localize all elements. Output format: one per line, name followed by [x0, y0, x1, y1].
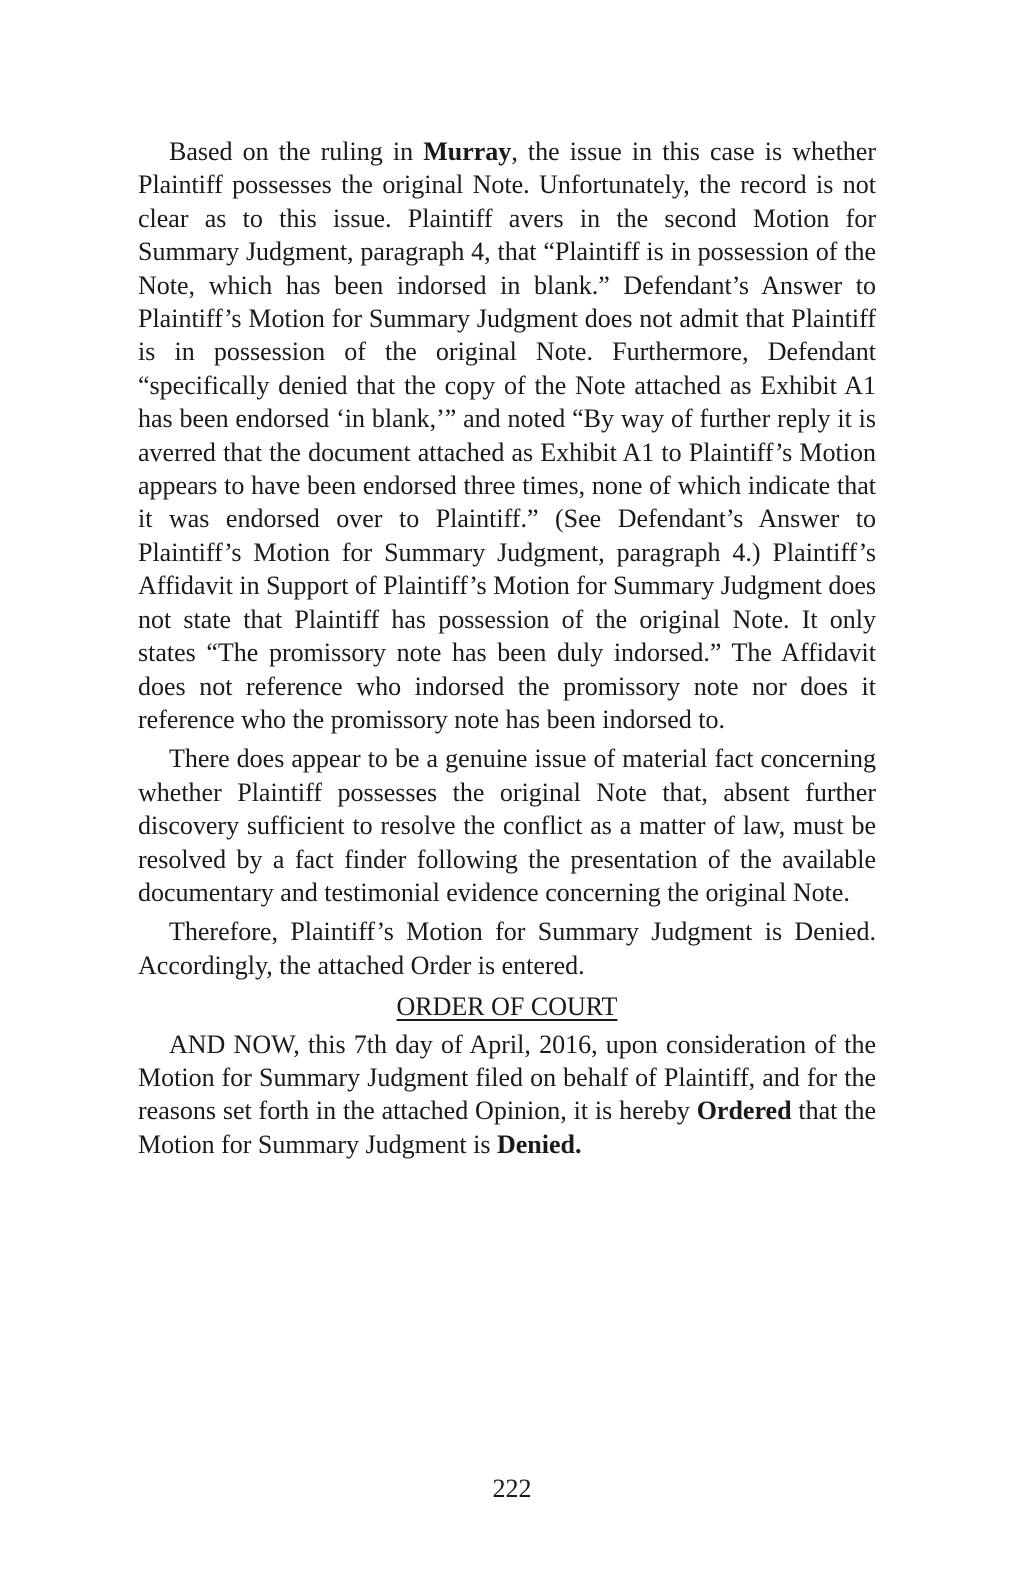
order-text-1: AND NOW, this 7th day of April, 2016, upon consideration of the Motion for Summary Judgment filed on behalf of Plaintiff, and for the reasons set forth in the attached Opinion, it is hereby: [138, 1029, 876, 1126]
order-heading: ORDER OF COURT: [396, 992, 618, 1022]
denied-word: Denied.: [496, 1129, 582, 1159]
document-body: [138, 135, 876, 1161]
order-text-2: that the Motion for Summary Judgment is: [138, 1096, 876, 1159]
ordered-word: Ordered: [696, 1096, 792, 1126]
paragraph-genuine-issue: There does appear to be a genuine issue of material fact concerning whether Plaintiff possesses the original Note that, absent further discovery sufficient to resolve the conflict as a matter of law, must be resolved by a fact finder following the presentation of the available documentary and testimonial evidence concerning the original Note.: [138, 744, 876, 907]
order-paragraph: [138, 1028, 876, 1162]
paragraph-murray-ruling: [138, 135, 876, 736]
paragraph-lead: Based on the ruling in: [169, 137, 424, 166]
case-name-murray: Murray: [423, 137, 512, 166]
page-number: 222: [492, 1474, 532, 1503]
paragraph-conclusion: Therefore, Plaintiff’s Motion for Summary Judgment is Denied. Accordingly, the attached Order is entered.: [138, 917, 876, 980]
paragraph-body: , the issue in this case is whether Plaintiff possesses the original Note. Unfortunately, the record is not clear as to this issue. Plaintiff avers in the second Motion for Summary Judgment, paragraph 4, that “Plaintiff is in possession of the Note, which has been indorsed in blank.” Defendant’s Answer to Plaintiff’s Motion for Summary Judgment does not admit that Plaintiff is in possession of the original Note. Furthermore, Defendant “specifically denied that the copy of the Note attached as Exhibit A1 has been endorsed ‘in blank,’” and noted “By way of further reply it is averred that the document attached as Exhibit A1 to Plaintiff’s Motion appears to have been endorsed three times, none of which indicate that it was endorsed over to Plaintiff.” (See Defendant’s Answer to Plaintiff’s Motion for Summary Judgment, paragraph 4.) Plaintiff’s Affidavit in Support of Plaintiff’s Motion for Summary Judgment does not state that Plaintiff has possession of the original Note. It only states “The promissory note has been duly indorsed.” The Affidavit does not reference who indorsed the promissory note nor does it reference who the promissory note has been indorsed to.: [138, 137, 876, 734]
